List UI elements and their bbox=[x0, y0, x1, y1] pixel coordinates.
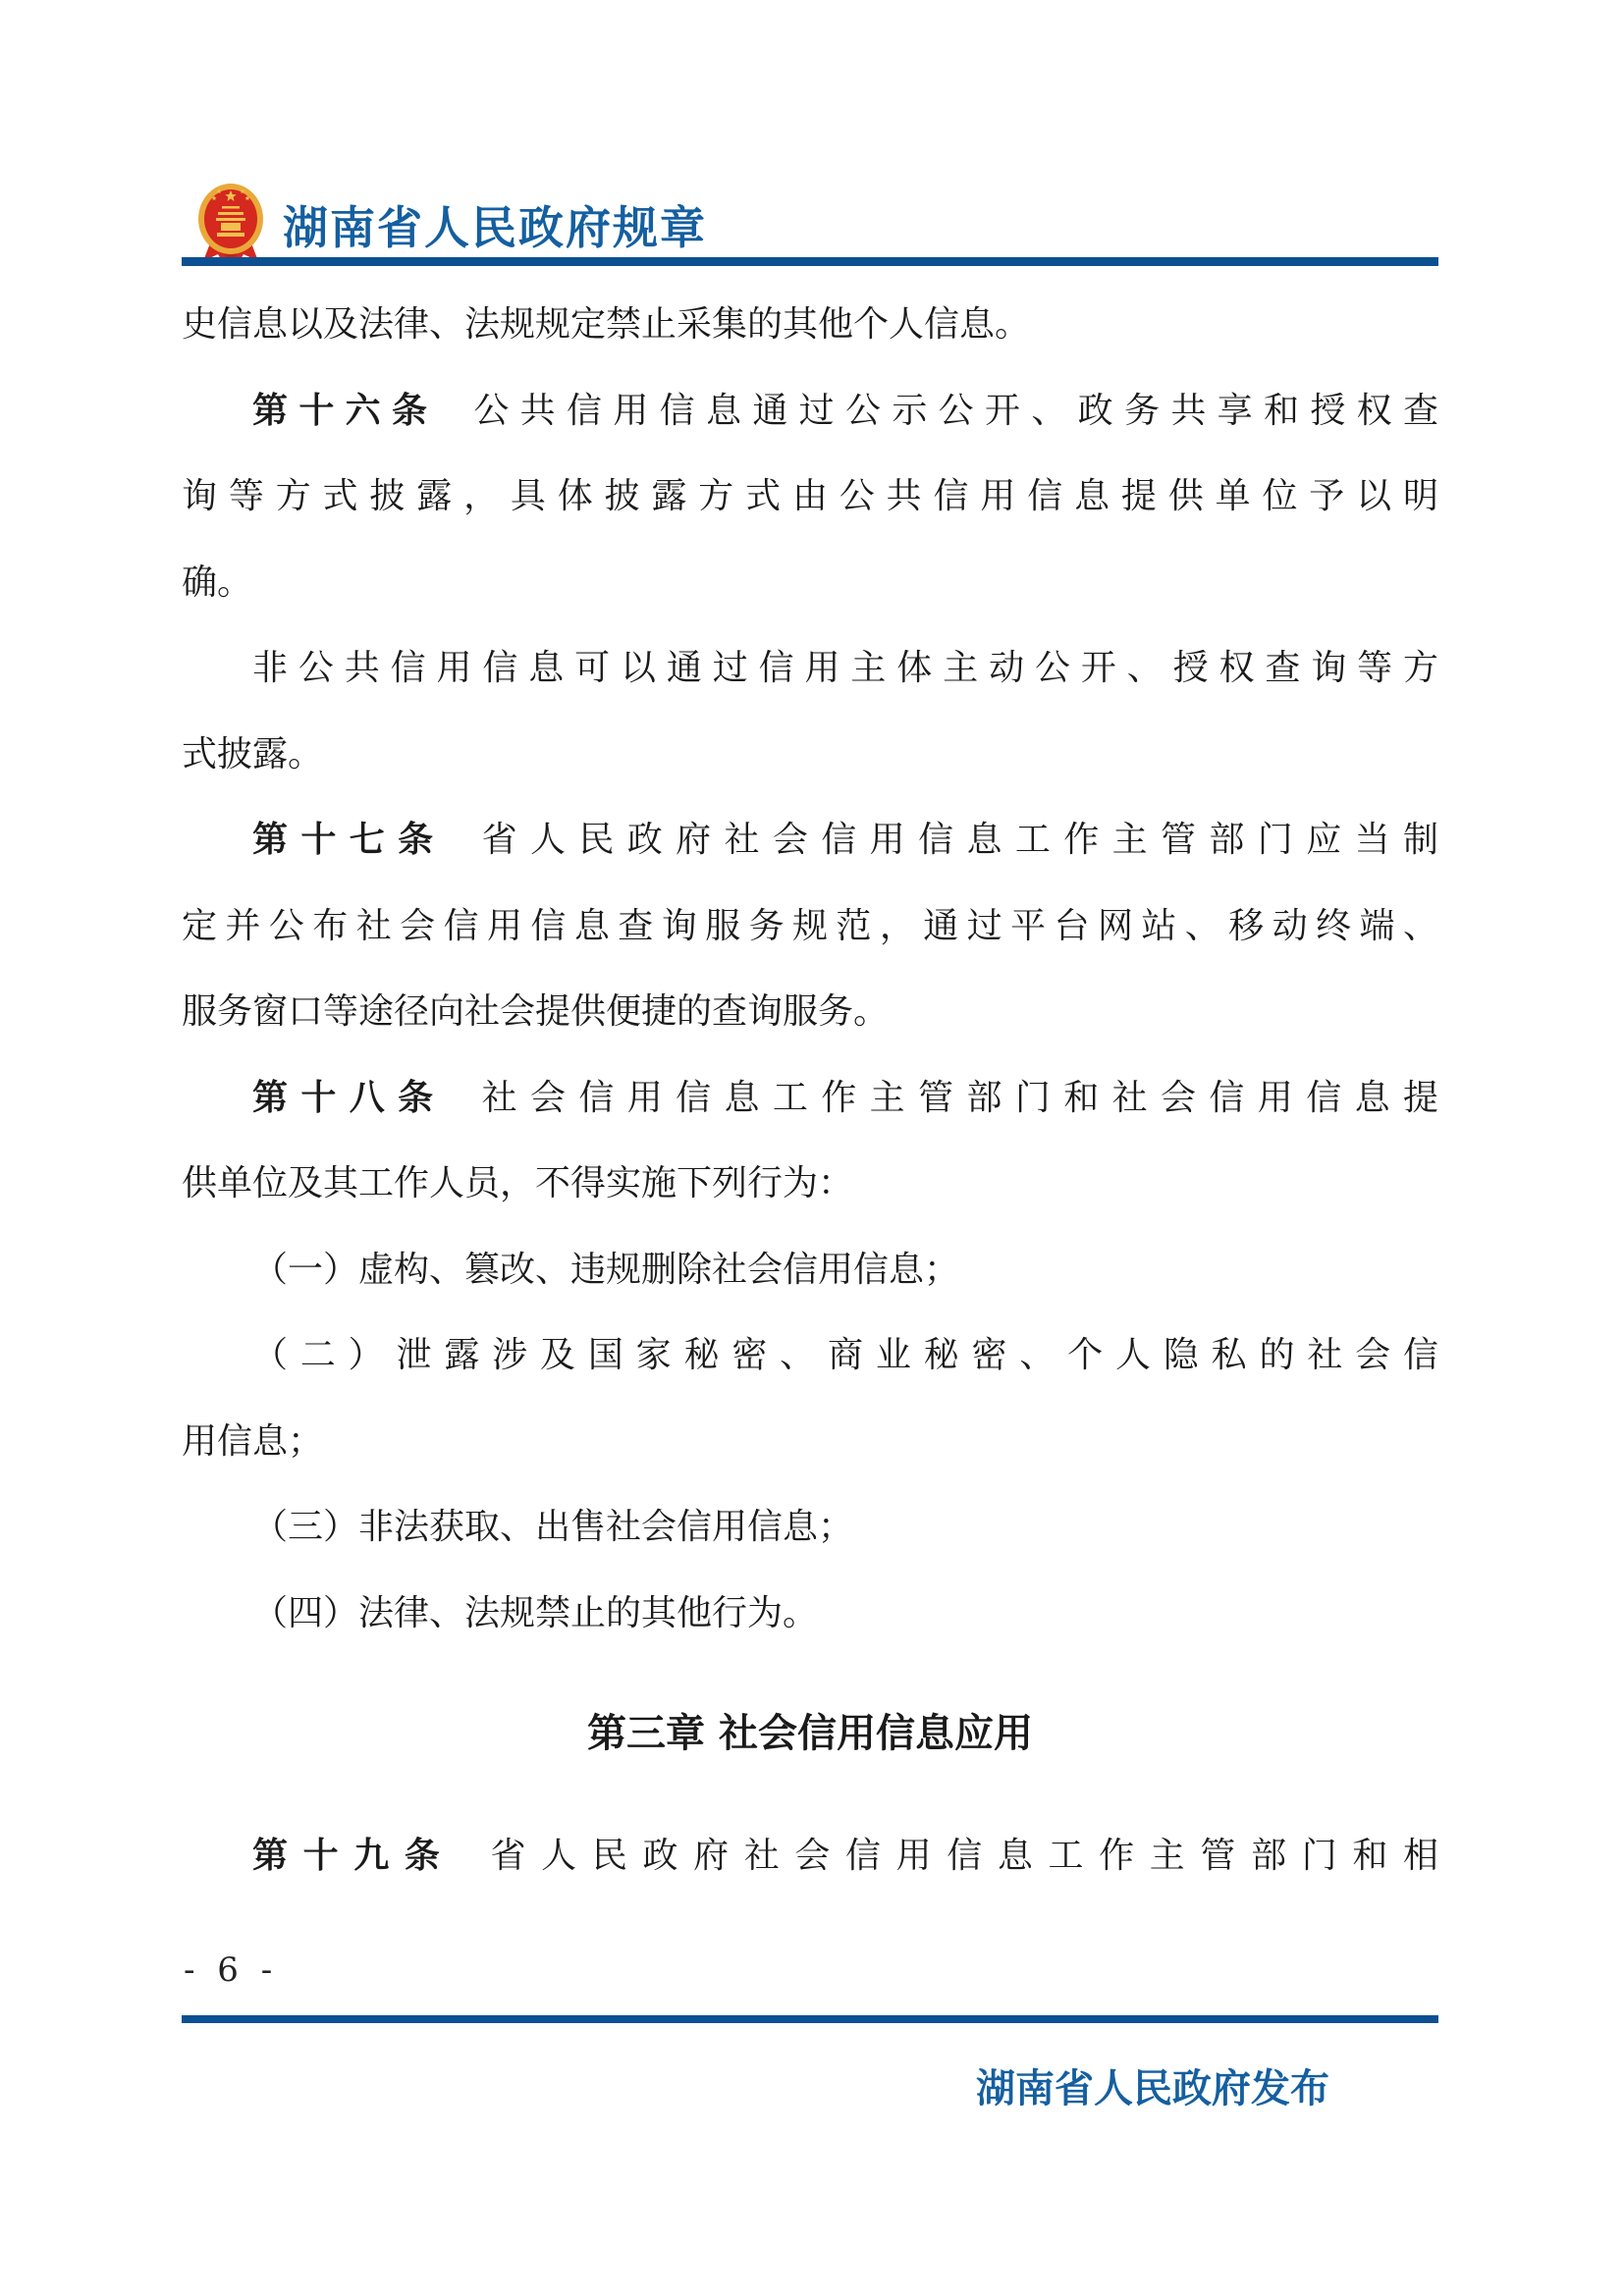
line-text: 省人民政府社会信用信息工作主管部门应当制 bbox=[481, 820, 1438, 860]
line-text: 省人民政府社会信用信息工作主管部门和相 bbox=[490, 1835, 1438, 1876]
document-line bbox=[182, 368, 1438, 454]
document-line bbox=[182, 1055, 1438, 1142]
article-number: 第十七条 bbox=[252, 820, 447, 860]
document-body bbox=[182, 282, 1438, 1898]
footer-divider bbox=[182, 2015, 1438, 2023]
publisher-label: 湖南省人民政府发布 bbox=[976, 2065, 1329, 2111]
chapter-heading bbox=[182, 1691, 1438, 1778]
document-line bbox=[182, 712, 1438, 798]
article-number: 第十八条 bbox=[252, 1077, 447, 1118]
line-text: 用信息； bbox=[182, 1420, 324, 1462]
line-text: 非公共信用信息可以通过信用主体主动公开、授权查询等方 bbox=[252, 648, 1438, 688]
document-line bbox=[182, 454, 1438, 540]
line-text: 第三章 社会信用信息应用 bbox=[587, 1711, 1033, 1756]
national-emblem-icon bbox=[193, 183, 268, 267]
line-text: （一）虚构、篡改、违规删除社会信用信息； bbox=[252, 1249, 960, 1290]
page-title: 湖南省人民政府规章 bbox=[283, 201, 707, 254]
document-line bbox=[182, 282, 1438, 368]
line-text: 社会信用信息工作主管部门和社会信用信息提 bbox=[481, 1077, 1438, 1118]
document-line bbox=[182, 1484, 1438, 1571]
document-line bbox=[182, 540, 1438, 626]
line-text: （四）法律、法规禁止的其他行为。 bbox=[252, 1592, 819, 1633]
document-line bbox=[182, 883, 1438, 970]
document-line bbox=[182, 1399, 1438, 1485]
document-line bbox=[182, 625, 1438, 712]
line-text: 询等方式披露，具体披露方式由公共信用信息提供单位予以明 bbox=[182, 476, 1438, 516]
document-line bbox=[182, 1312, 1438, 1399]
line-text: 公共信用信息通过公示公开、政务共享和授权查 bbox=[473, 390, 1438, 431]
page-number: - 6 - bbox=[184, 1950, 279, 1990]
document-line bbox=[182, 1813, 1438, 1899]
header-divider bbox=[182, 257, 1438, 266]
line-text: 定并公布社会信用信息查询服务规范，通过平台网站、移动终端、 bbox=[182, 905, 1438, 946]
article-number: 第十九条 bbox=[252, 1835, 456, 1876]
document-line bbox=[182, 969, 1438, 1055]
line-text: 式披露。 bbox=[182, 733, 324, 774]
line-text: （二）泄露涉及国家秘密、商业秘密、个人隐私的社会信 bbox=[252, 1335, 1438, 1375]
line-text: 史信息以及法律、法规规定禁止采集的其他个人信息。 bbox=[182, 304, 1031, 345]
document-line bbox=[182, 1571, 1438, 1657]
article-number: 第十六条 bbox=[252, 390, 439, 431]
document-line bbox=[182, 797, 1438, 883]
line-text: 确。 bbox=[182, 561, 253, 603]
document-line bbox=[182, 1227, 1438, 1313]
document-line bbox=[182, 1141, 1438, 1227]
line-text: 服务窗口等途径向社会提供便捷的查询服务。 bbox=[182, 991, 890, 1032]
line-text: （三）非法获取、出售社会信用信息； bbox=[252, 1507, 854, 1547]
line-text: 供单位及其工作人员，不得实施下列行为： bbox=[182, 1163, 854, 1203]
